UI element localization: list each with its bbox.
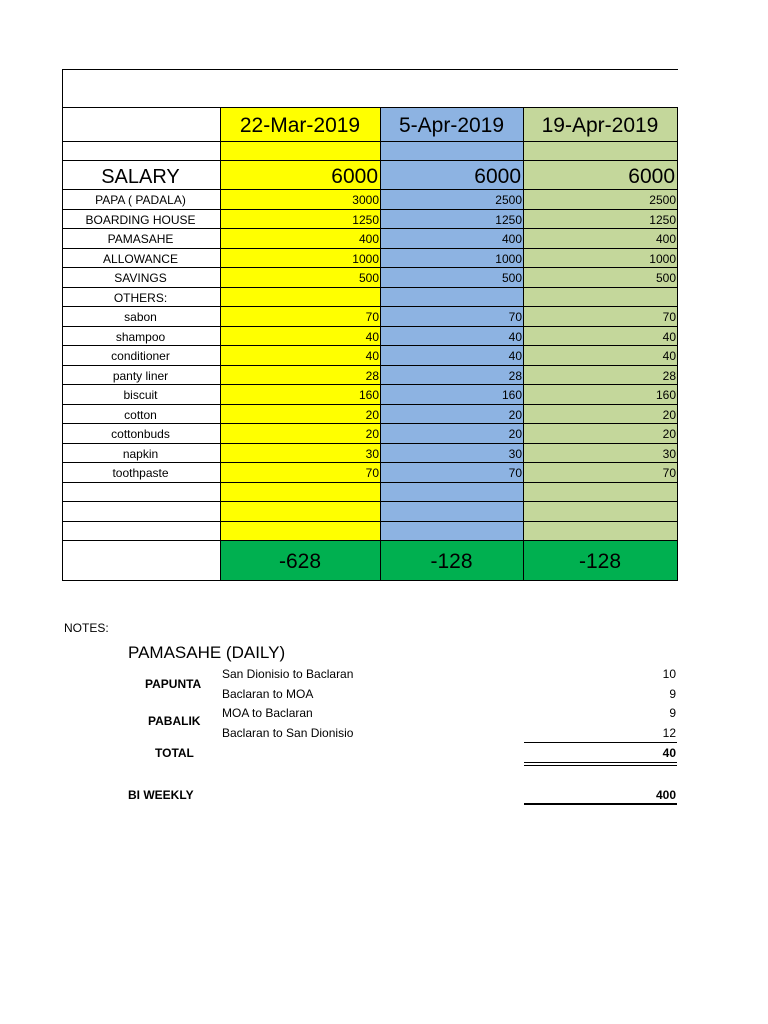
row-value: 28: [508, 368, 522, 383]
salary-label-cell: [62, 161, 221, 190]
notes-label: NOTES:: [64, 621, 109, 635]
row-value-cell: [381, 385, 524, 405]
blank-cell: [221, 502, 381, 522]
row-value-cell: [524, 190, 678, 210]
row-label: shampoo: [115, 329, 166, 344]
row-value-cell: [524, 210, 678, 230]
row-value: 500: [655, 271, 676, 285]
row-value: 20: [508, 407, 522, 422]
row-label: conditioner: [111, 349, 170, 363]
row-value: 400: [358, 232, 379, 246]
blank-cell: [62, 483, 221, 503]
row-value: 40: [365, 349, 379, 363]
row-value-cell: [381, 249, 524, 269]
row-value: 30: [365, 446, 379, 461]
total-cell-3: [524, 541, 678, 581]
total-double-rule-2: [524, 765, 677, 766]
row-value: 30: [662, 446, 676, 461]
total-label: TOTAL: [155, 746, 194, 760]
date-header-2: [381, 108, 524, 142]
row-value-cell: [524, 405, 678, 425]
row-value-cell: [381, 405, 524, 425]
row-value-cell: [381, 190, 524, 210]
date-3-text: 19-Apr-2019: [541, 114, 659, 137]
row-value-cell: [381, 327, 524, 347]
biweekly-value: 400: [655, 788, 676, 802]
row-label-cell: [62, 327, 221, 347]
blank-cell: [524, 483, 678, 503]
row-value: 20: [365, 407, 379, 422]
row-value-cell: [524, 366, 678, 386]
salary-value-3: 6000: [628, 165, 675, 188]
row-label-cell: [62, 210, 221, 230]
row-value: 500: [358, 271, 379, 285]
row-value-cell: [221, 385, 381, 405]
row-value-cell: [524, 268, 678, 288]
row-label: ALLOWANCE: [103, 251, 178, 266]
biweekly-label: BI WEEKLY: [128, 788, 194, 802]
row-value-cell: [524, 385, 678, 405]
header-blank-row: [62, 70, 678, 108]
row-label-cell: [62, 190, 221, 210]
row-value-cell: [221, 307, 381, 327]
fare-3: 9: [669, 706, 676, 720]
row-value-cell: [381, 366, 524, 386]
row-value-cell: [381, 210, 524, 230]
row-label: OTHERS:: [113, 290, 168, 305]
fare-1: 10: [662, 667, 676, 681]
row-value: 70: [662, 310, 676, 324]
row-value: 1250: [352, 212, 379, 227]
salary-label: SALARY: [101, 166, 180, 188]
row-label: cottonbuds: [111, 427, 170, 441]
row-value-cell: [524, 288, 678, 308]
row-value: 500: [501, 271, 522, 285]
total-double-rule-1: [524, 762, 677, 763]
blank-cell: [62, 502, 221, 522]
row-value: 20: [508, 427, 522, 441]
row-label: PAMASAHE: [107, 232, 174, 246]
row-value-cell: [524, 424, 678, 444]
route-3: MOA to Baclaran: [222, 706, 313, 720]
row-value-cell: [524, 444, 678, 464]
row-value: 160: [358, 388, 379, 402]
row-value: 2500: [649, 193, 676, 207]
total-top-rule: [524, 742, 677, 743]
row-value-cell: [524, 229, 678, 249]
salary-cell-1: [221, 161, 381, 190]
row-label: biscuit: [123, 388, 158, 402]
row-label-cell: [62, 424, 221, 444]
row-value-cell: [381, 463, 524, 483]
notes-title: PAMASAHE (DAILY): [128, 643, 286, 662]
total-value-3: -128: [578, 550, 622, 573]
row-value: 70: [508, 310, 522, 324]
row-value-cell: [381, 229, 524, 249]
date-header-label-cell: [62, 108, 221, 142]
pabalik-label: PABALIK: [148, 714, 201, 728]
row-label-cell: [62, 268, 221, 288]
row-label-cell: [62, 385, 221, 405]
route-4: Baclaran to San Dionisio: [222, 726, 354, 740]
row-value: 400: [501, 232, 522, 246]
blank-cell: [221, 483, 381, 503]
row-value-cell: [524, 346, 678, 366]
total-value-2: -128: [430, 550, 473, 573]
row-value-cell: [381, 346, 524, 366]
date-header-1: [221, 108, 381, 142]
row-value: 28: [662, 368, 676, 383]
row-label-cell: [62, 249, 221, 269]
row-label-cell: [62, 307, 221, 327]
fare-4: 12: [662, 726, 676, 740]
row-value: 20: [662, 427, 676, 441]
row-value-cell: [381, 288, 524, 308]
row-value: 2500: [495, 193, 522, 207]
date-header-3: [524, 108, 678, 142]
salary-cell-3: [524, 161, 678, 190]
row-value: 160: [655, 388, 676, 402]
row-value: 40: [365, 329, 379, 344]
row-value-cell: [524, 327, 678, 347]
blank-cell: [381, 502, 524, 522]
row-label: panty liner: [112, 368, 169, 383]
salary-cell-2: [381, 161, 524, 190]
blank-cell: [381, 522, 524, 542]
row-label: SAVINGS: [114, 271, 167, 285]
total-cell-2: [381, 541, 524, 581]
row-label: napkin: [122, 446, 159, 461]
row-value-cell: [221, 405, 381, 425]
spacer-label-cell: [62, 142, 221, 161]
date-1-text: 22-Mar-2019: [239, 114, 361, 137]
row-value: 20: [662, 407, 676, 422]
row-value: 1250: [649, 212, 676, 227]
row-value-cell: [221, 229, 381, 249]
row-value-cell: [221, 366, 381, 386]
row-label: sabon: [124, 310, 157, 324]
total-fare: 40: [662, 746, 676, 760]
row-value: 70: [365, 310, 379, 324]
route-1: San Dionisio to Baclaran: [222, 667, 354, 681]
row-value-cell: [381, 307, 524, 327]
row-value: 1000: [649, 251, 676, 266]
row-value-cell: [381, 424, 524, 444]
blank-cell: [524, 522, 678, 542]
row-value: 1250: [495, 212, 522, 227]
row-label-cell: [62, 288, 221, 308]
row-value-cell: [221, 210, 381, 230]
row-value-cell: [221, 463, 381, 483]
row-value-cell: [381, 268, 524, 288]
row-value: 70: [365, 466, 379, 480]
row-label: cotton: [124, 407, 157, 422]
row-label-cell: [62, 444, 221, 464]
row-label-cell: [62, 346, 221, 366]
route-2: Baclaran to MOA: [222, 687, 314, 701]
spacer-cell-1: [221, 142, 381, 161]
row-value-cell: [524, 249, 678, 269]
row-value: 160: [501, 388, 522, 402]
row-value: 70: [508, 466, 522, 480]
biweekly-rule: [524, 803, 677, 805]
salary-value-2: 6000: [474, 165, 521, 188]
spacer-cell-2: [381, 142, 524, 161]
total-cell-1: [221, 541, 381, 581]
row-value-cell: [221, 288, 381, 308]
row-value: 3000: [352, 193, 379, 207]
salary-value-1: 6000: [331, 165, 378, 188]
budget-table: [62, 69, 678, 581]
papunta-label: PAPUNTA: [145, 677, 202, 691]
spacer-cell-3: [524, 142, 678, 161]
blank-cell: [221, 522, 381, 542]
blank-cell: [524, 502, 678, 522]
row-value: 1000: [495, 251, 522, 266]
row-value-cell: [221, 190, 381, 210]
blank-cell: [62, 522, 221, 542]
row-label: BOARDING HOUSE: [85, 212, 196, 227]
row-value-cell: [524, 307, 678, 327]
row-label-cell: [62, 229, 221, 249]
row-value-cell: [221, 249, 381, 269]
total-value-1: -628: [278, 550, 322, 573]
row-label-cell: [62, 366, 221, 386]
row-label: toothpaste: [112, 466, 169, 480]
totals-label-cell: [62, 541, 221, 581]
row-value: 40: [662, 329, 676, 344]
blank-cell: [381, 483, 524, 503]
row-value-cell: [524, 463, 678, 483]
row-value-cell: [381, 444, 524, 464]
row-label-cell: [62, 463, 221, 483]
row-value: 40: [508, 349, 522, 363]
row-value: 70: [662, 466, 676, 480]
fare-2: 9: [669, 687, 676, 701]
row-value: 30: [508, 446, 522, 461]
row-value: 400: [655, 232, 676, 246]
row-value-cell: [221, 424, 381, 444]
row-value-cell: [221, 444, 381, 464]
row-value: 1000: [352, 251, 379, 266]
date-2-text: 5-Apr-2019: [398, 114, 505, 137]
row-value: 20: [365, 427, 379, 441]
row-value: 40: [662, 349, 676, 363]
row-value: 28: [365, 368, 379, 383]
row-value: 40: [508, 329, 522, 344]
row-value-cell: [221, 346, 381, 366]
row-value-cell: [221, 327, 381, 347]
row-value-cell: [221, 268, 381, 288]
row-label-cell: [62, 405, 221, 425]
row-label: PAPA ( PADALA): [95, 193, 186, 207]
